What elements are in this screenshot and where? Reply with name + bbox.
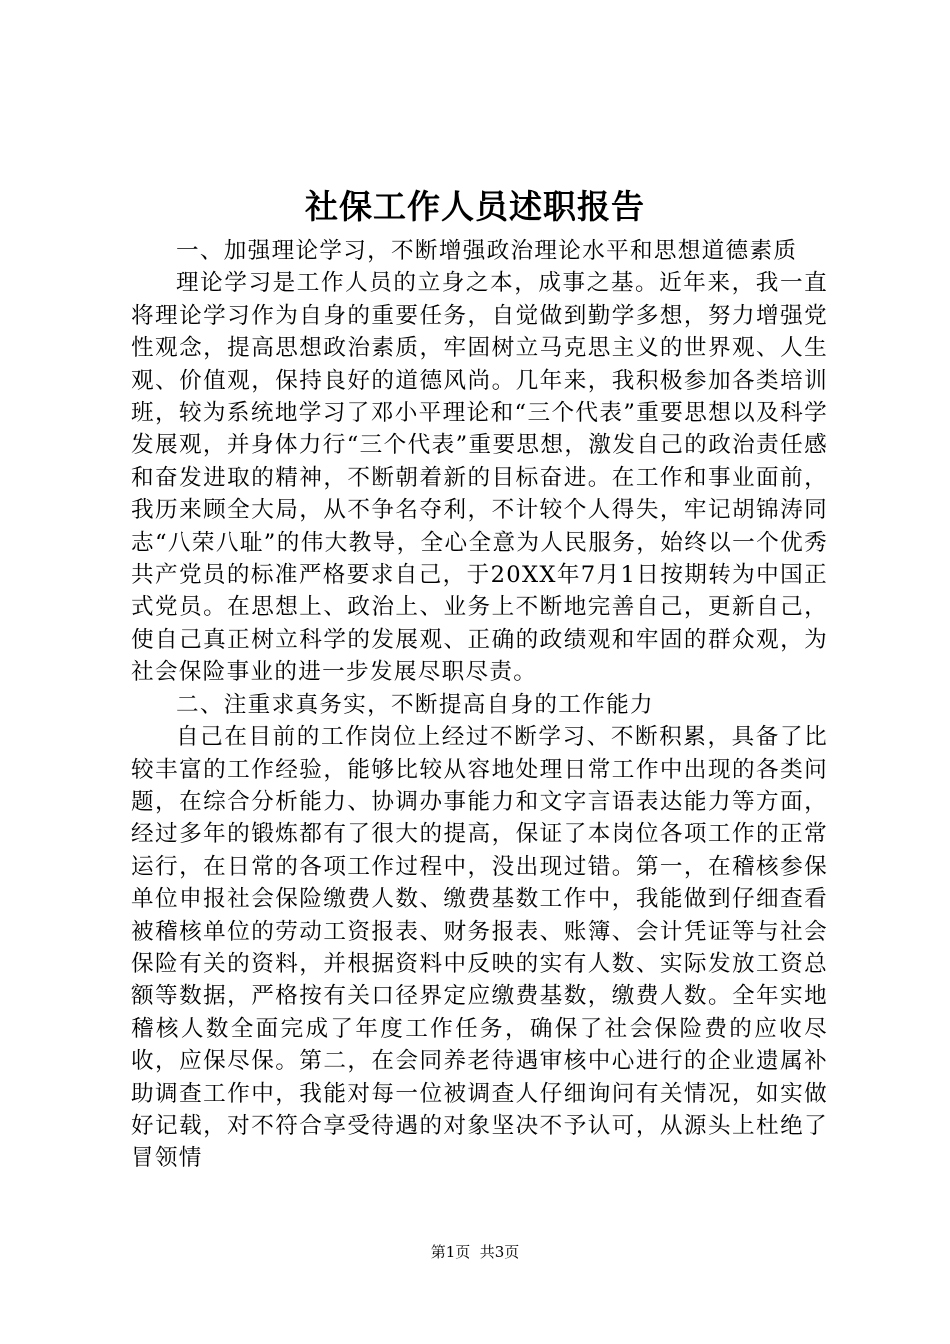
document-body — [131, 235, 828, 1175]
page-footer — [0, 1241, 950, 1263]
document-title: 社保工作人员述职报告 — [305, 187, 645, 226]
body-paragraph-2: 自己在目前的工作岗位上经过不断学习、不断积累，具备了比较丰富的工作经验，能够比较从容地处理日常工作中出现的各类问题，在综合分析能力、协调办事能力和文字言语表达能力等方面，经过多年的锻炼都有了很大的提高，保证了本岗位各项工作的正常运行，在日常的各项工作过程中，没出现过错。第一，在稽核参保单位申报社会保险缴费人数、缴费基数工作中，我能做到仔细查看被稽核单位的劳动工资报表、财务报表、账簿、会计凭证等与社会保险有关的资料，并根据资料中反映的实有人数、实际发放工资总额等数据，严格按有关口径界定应缴费基数，缴费人数。全年实地稽核人数全面完成了年度工作任务，确保了社会保险费的应收尽收，应保尽保。第二，在会同养老待遇审核中心进行的企业遗属补助调查工作中，我能对每一位被调查人仔细询问有关情况，如实做好记载，对不符合享受待遇的对象坚决不予认可，从源头上杜绝了冒领情 — [131, 724, 828, 1172]
page-number: 第1页 共3页 — [430, 1243, 520, 1261]
section-heading-2: 二、注重求真务实，不断提高自身的工作能力 — [176, 691, 654, 718]
body-paragraph-1: 理论学习是工作人员的立身之本，成事之基。近年来，我一直将理论学习作为自身的重要任务，自觉做到勤学多想，努力增强党性观念，提高思想政治素质，牢固树立马克思主义的世界观、人生观、价值观，保持良好的道德风尚。几年来，我积极参加各类培训班，较为系统地学习了邓小平理论和“三个代表”重要思想以及科学发展观，并身体力行“三个代表”重要思想，激发自己的政治责任感和奋发进取的精神，不断朝着新的目标奋进。在工作和事业面前，我历来顾全大局，从不争名夺利，不计较个人得失，牢记胡锦涛同志“八荣八耻”的伟大教导，全心全意为人民服务，始终以一个优秀共产党员的标准严格要求自己，于20XX年7月1日按期转为中国正式党员。在思想上、政治上、业务上不断地完善自己，更新自己，使自己真正树立科学的发展观、正确的政绩观和牢固的群众观，为社会保险事业的进一步发展尽职尽责。 — [131, 270, 828, 686]
section-heading-1: 一、加强理论学习，不断增强政治理论水平和思想道德素质 — [176, 238, 798, 264]
